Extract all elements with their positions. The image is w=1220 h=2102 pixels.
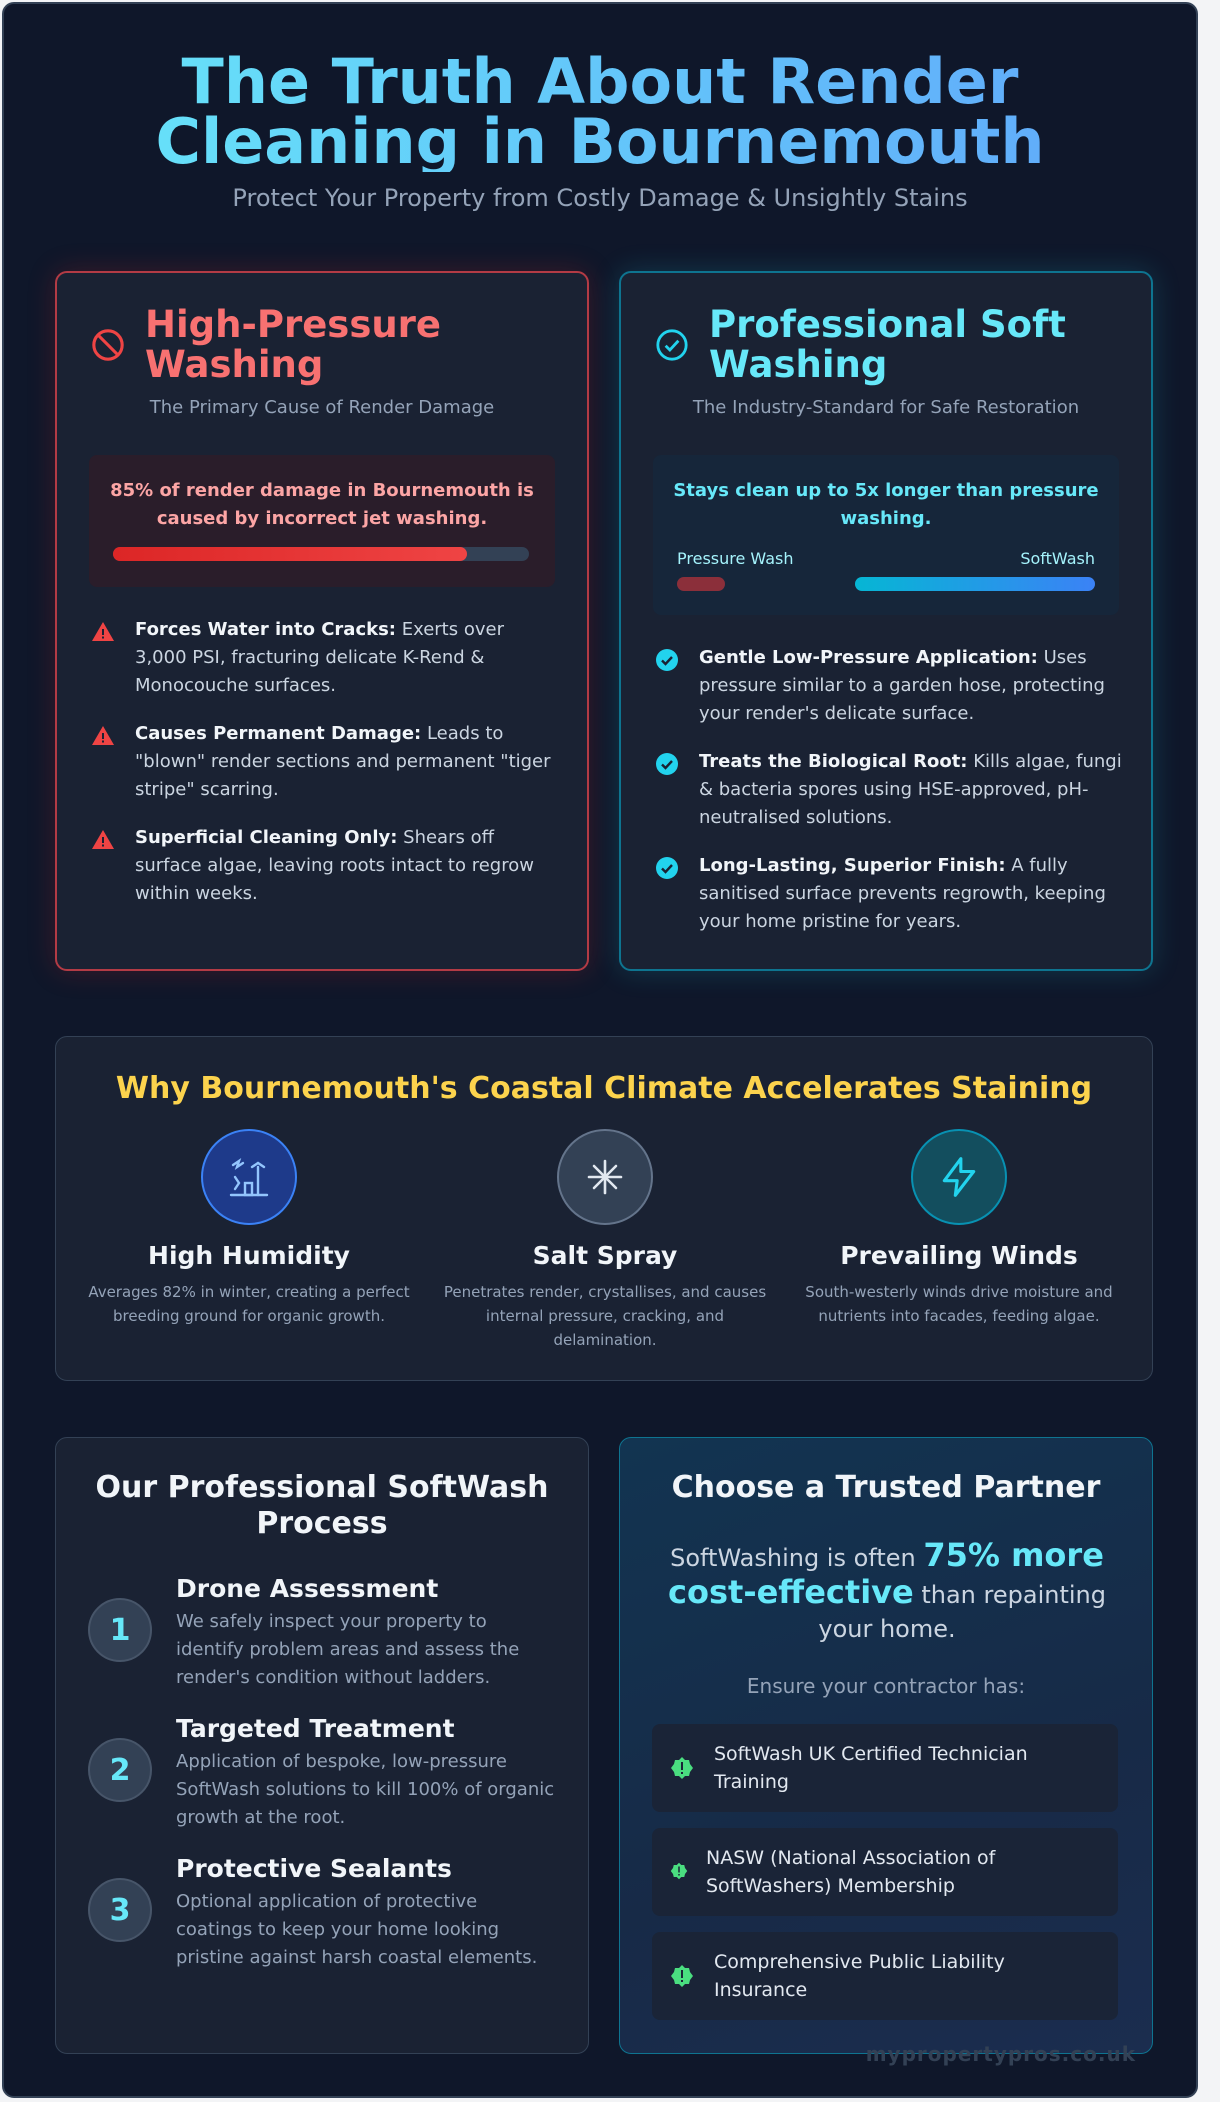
softwash-label: SoftWash <box>1020 549 1095 568</box>
check-circle-icon <box>655 328 689 362</box>
step-number: 1 <box>88 1598 152 1662</box>
high-pressure-title-line-1: High-Pressure <box>145 303 442 346</box>
footer-url: mypropertypros.co.uk <box>865 2042 1136 2066</box>
requirement-item <box>652 1932 1118 2020</box>
prohibited-icon <box>91 328 125 362</box>
factor-salt <box>440 1129 770 1352</box>
list-item <box>655 748 1125 832</box>
longevity-stat-text: Stays clean up to 5x longer than pressure washing. <box>673 480 1099 529</box>
list-item-text: Exerts over 3,000 PSI, fracturing delicate K-Rend & Monocouche surfaces. <box>135 619 504 696</box>
list-item-bold: Gentle Low-Pressure Application: <box>699 647 1038 668</box>
process-title: Our Professional SoftWash Process <box>95 1470 549 1541</box>
humidity-icon <box>201 1129 297 1225</box>
page-subtitle: Protect Your Property from Costly Damage & Unsightly Stains <box>232 184 968 212</box>
soft-wash-card <box>619 271 1153 971</box>
page-title <box>4 45 1196 178</box>
title-line-2: Cleaning in Bournemouth <box>155 105 1045 178</box>
pressure-wash-label: Pressure Wash <box>677 549 794 568</box>
high-pressure-subtitle: The Primary Cause of Render Damage <box>149 397 495 418</box>
step-title: Protective Sealants <box>176 1854 452 1883</box>
warning-icon <box>91 828 115 852</box>
damage-progress-fill <box>113 547 467 561</box>
list-item-text: Kills algae, fungi & bacteria spores using HSE-approved, pH-neutralised solutions. <box>699 751 1122 828</box>
warning-icon <box>91 620 115 644</box>
check-icon <box>655 648 679 672</box>
soft-wash-subtitle: The Industry-Standard for Safe Restoration <box>692 397 1080 418</box>
softwash-bar <box>855 577 1095 591</box>
factor-title: Salt Spray <box>532 1241 678 1270</box>
title-line-1: The Truth About Render <box>181 45 1019 118</box>
badge-check-icon <box>670 1756 694 1780</box>
list-item-bold: Causes Permanent Damage: <box>135 723 422 744</box>
climate-title: Why Bournemouth's Coastal Climate Accelerates Staining <box>115 1071 1093 1106</box>
badge-check-icon <box>670 1862 688 1880</box>
cost-lead-after: than repainting your home. <box>818 1581 1106 1643</box>
requirement-text: NASW (National Association of SoftWashers) Membership <box>706 1847 996 1897</box>
cost-highlight: 75% more cost-effective <box>668 1536 1104 1611</box>
partner-section <box>619 1437 1153 2054</box>
ensure-label: Ensure your contractor has: <box>746 1674 1026 1698</box>
high-pressure-card <box>55 271 589 971</box>
step-title: Targeted Treatment <box>176 1714 455 1743</box>
step-number: 2 <box>88 1738 152 1802</box>
check-icon <box>655 752 679 776</box>
damage-progress-track <box>113 547 529 561</box>
soft-wash-list <box>655 644 1125 956</box>
list-item-bold: Treats the Biological Root: <box>699 751 968 772</box>
list-item-bold: Forces Water into Cracks: <box>135 619 396 640</box>
list-item-text: A fully sanitised surface prevents regrowth, keeping your home pristine for years. <box>699 855 1106 932</box>
list-item <box>91 720 561 804</box>
list-item-bold: Long-Lasting, Superior Finish: <box>699 855 1006 876</box>
cost-lead-before: SoftWashing is often <box>670 1544 924 1572</box>
cost-statement <box>660 1538 1114 1646</box>
step-text: Optional application of protective coatings to keep your home looking pristine against harsh coastal elements. <box>176 1891 538 1968</box>
list-item-bold: Superficial Cleaning Only: <box>135 827 398 848</box>
high-pressure-list <box>91 616 561 928</box>
list-item-text: Shears off surface algae, leaving roots intact to regrow within weeks. <box>135 827 534 904</box>
factor-title: High Humidity <box>148 1241 350 1270</box>
list-item <box>655 852 1125 936</box>
list-item <box>91 616 561 700</box>
list-item <box>91 824 561 908</box>
list-item-text: Leads to "blown" render sections and permanent "tiger stripe" scarring. <box>135 723 551 800</box>
snowflake-icon <box>557 1129 653 1225</box>
list-item-text: Uses pressure similar to a garden hose, protecting your render's delicate surface. <box>699 647 1105 724</box>
damage-stat-text: 85% of render damage in Bournemouth is caused by incorrect jet washing. <box>110 480 534 529</box>
infographic-frame <box>2 2 1198 2098</box>
warning-icon <box>91 724 115 748</box>
requirement-item <box>652 1724 1118 1812</box>
factor-winds <box>794 1129 1124 1328</box>
step-title: Drone Assessment <box>176 1574 439 1603</box>
requirement-text: SoftWash UK Certified Technician Training <box>714 1743 1028 1793</box>
factor-text: Averages 82% in winter, creating a perfect breeding ground for organic growth. <box>88 1283 410 1325</box>
damage-stat-box <box>89 455 555 587</box>
high-pressure-title <box>145 305 441 385</box>
factor-humidity <box>84 1129 414 1328</box>
step-number: 3 <box>88 1878 152 1942</box>
step-text: Application of bespoke, low-pressure SoftWash solutions to kill 100% of organic growth at the root. <box>176 1751 555 1828</box>
factor-text: Penetrates render, crystallises, and causes internal pressure, cracking, and delamination. <box>443 1283 767 1349</box>
soft-wash-title <box>709 305 1066 385</box>
high-pressure-header <box>91 305 441 385</box>
badge-check-icon <box>670 1964 694 1988</box>
longevity-stat-box <box>653 455 1119 615</box>
factor-title: Prevailing Winds <box>840 1241 1078 1270</box>
soft-wash-title-line-1: Professional Soft <box>709 303 1066 346</box>
requirement-item <box>652 1828 1118 1916</box>
step-text: We safely inspect your property to identify problem areas and assess the render's condition without ladders. <box>176 1611 520 1688</box>
soft-wash-header <box>655 305 1066 385</box>
pressure-wash-bar <box>677 577 725 591</box>
list-item <box>655 644 1125 728</box>
factor-text: South-westerly winds drive moisture and nutrients into facades, feeding algae. <box>805 1283 1113 1325</box>
lightning-icon <box>911 1129 1007 1225</box>
process-section <box>55 1437 589 2054</box>
check-icon <box>655 856 679 880</box>
requirement-text: Comprehensive Public Liability Insurance <box>714 1951 1005 2001</box>
high-pressure-title-line-2: Washing <box>145 343 324 386</box>
partner-title: Choose a Trusted Partner <box>671 1470 1101 1505</box>
soft-wash-title-line-2: Washing <box>709 343 888 386</box>
climate-section <box>55 1036 1153 1381</box>
